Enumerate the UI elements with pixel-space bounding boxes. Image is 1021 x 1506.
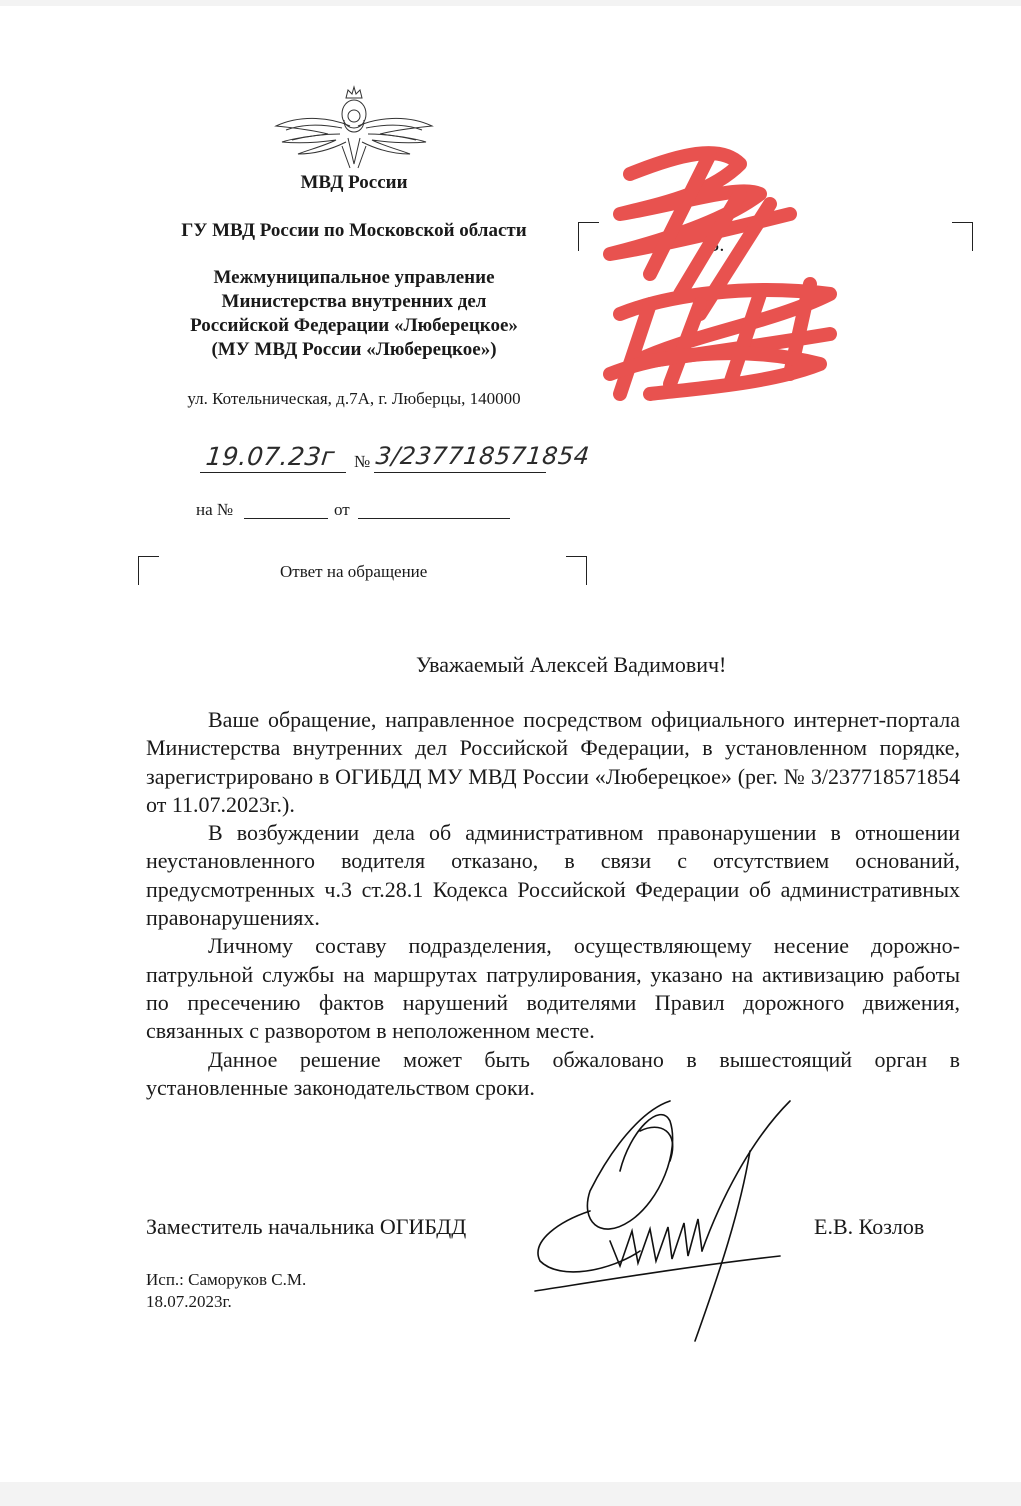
subject-bracket-right xyxy=(566,556,587,585)
org-full-line: Российской Федерации «Люберецкое» xyxy=(190,315,518,336)
executor-name: Исп.: Саморуков С.М. xyxy=(146,1270,307,1289)
salutation: Уважаемый Алексей Вадимович! xyxy=(416,652,727,677)
body-paragraph: Личному составу подразделения, осуществляющему несение дорожно-патрульной службы на маршрутах патрулирования, указано на активизацию работы по пресечению фактов нарушений водителями Правил дорожного движения, связанных с разворотом в неположенном месте. xyxy=(146,933,960,1044)
org-short-name: МВД России xyxy=(300,172,408,193)
ref-date-blank xyxy=(358,518,510,519)
org-regional-name: ГУ МВД России по Московской области xyxy=(181,220,527,241)
body-paragraph: Данное решение может быть обжаловано в вышестоящий орган в установленные законодательством сроки. xyxy=(146,1046,960,1100)
executor-date: 18.07.2023г. xyxy=(146,1292,232,1311)
number-underline xyxy=(374,472,546,473)
redaction-scribble xyxy=(590,134,850,404)
document-page xyxy=(0,6,1021,1482)
subject-bracket-left xyxy=(138,556,159,585)
mvd-emblem-icon xyxy=(272,84,436,172)
number-label: № xyxy=(354,452,371,471)
org-full-line: (МУ МВД России «Люберецкое») xyxy=(211,339,497,360)
registration-number: 3/237718571854 xyxy=(374,442,592,470)
handwritten-signature xyxy=(520,1091,810,1351)
ref-number-label: на № xyxy=(196,500,234,519)
org-address: ул. Котельническая, д.7А, г. Люберцы, 140000 xyxy=(187,389,521,408)
body-paragraph: В возбуждении дела об административном правонарушении в отношении неустановленного водителя отказано, в связи с отсутствием оснований, предусмотренных ч.3 ст.28.1 Кодекса Российской Федерации об административных правонарушениях. xyxy=(146,820,960,931)
org-full-name xyxy=(150,266,558,362)
recipient-bracket-right xyxy=(952,222,973,251)
reference-line xyxy=(196,500,516,526)
ref-from-label: от xyxy=(334,500,350,519)
org-full-line: Межмуниципальное управление xyxy=(213,267,495,288)
date-underline xyxy=(200,472,346,473)
registration-date: 19.07.23г xyxy=(204,442,337,471)
ref-number-blank xyxy=(244,518,328,519)
subject-line: Ответ на обращение xyxy=(280,562,428,581)
letter-body xyxy=(146,706,960,1102)
recipient-fragment: В. xyxy=(706,234,725,256)
org-full-line: Министерства внутренних дел xyxy=(221,291,487,312)
signatory-position: Заместитель начальника ОГИБДД xyxy=(146,1214,467,1239)
registration-line xyxy=(200,442,592,478)
body-paragraph: Ваше обращение, направленное посредством официального интернет-портала Министерства внутренних дел Российской Федерации, в установленном порядке, зарегистрировано в ОГИБДД МУ МВД России «Люберецкое» (рег. № 3/237718571854 от 11.07.2023г.). xyxy=(146,707,960,817)
signatory-name: Е.В. Козлов xyxy=(814,1214,925,1239)
